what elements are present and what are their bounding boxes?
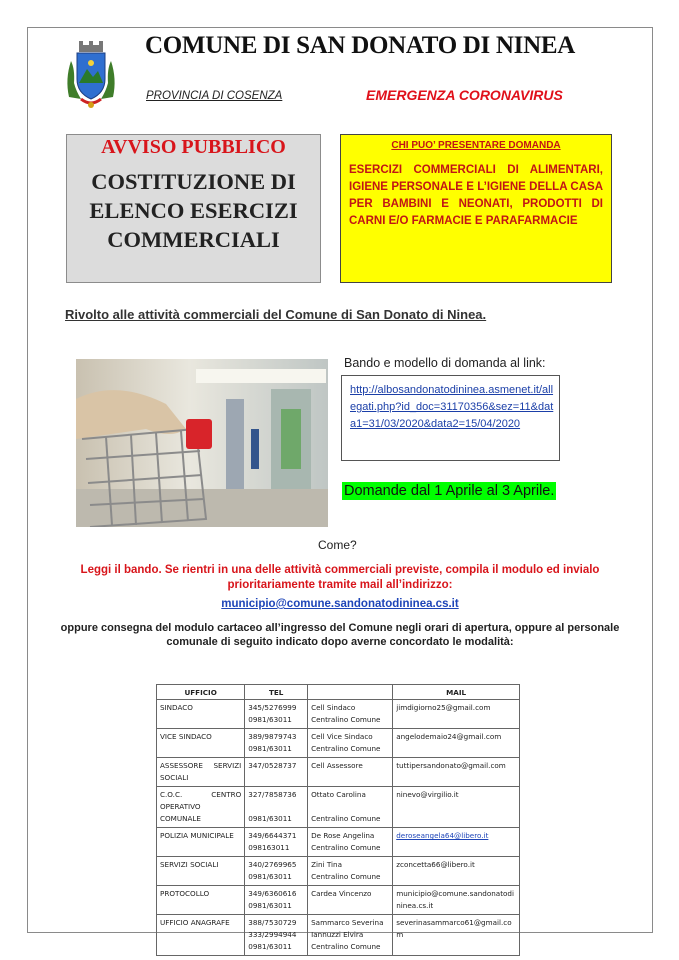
office-cell: SINDACO xyxy=(157,700,245,729)
office-cell: UFFICIO ANAGRAFE xyxy=(157,915,245,956)
tel-value: 0981/63011 xyxy=(248,872,292,881)
tel-value: 0981/63011 xyxy=(248,715,292,724)
table-row xyxy=(157,729,520,758)
office-cell: PROTOCOLLO xyxy=(157,886,245,915)
office-cell: C.O.C. CENTRO OPERATIVO COMUNALE xyxy=(157,787,245,828)
tel-value: 347/0528737 xyxy=(248,761,297,770)
mail-cell[interactable]: angelodemaio24@gmail.com xyxy=(393,729,520,758)
tel-value: 098163011 xyxy=(248,843,290,852)
notice-type: AVVISO PUBBLICO xyxy=(101,136,286,158)
application-dates: Domande dal 1 Aprile al 3 Aprile. xyxy=(344,483,555,499)
tel-value: 0981/63011 xyxy=(248,942,292,951)
mail-cell[interactable]: jimdigiorno25@gmail.com xyxy=(393,700,520,729)
instructions-text: Leggi il bando. Se rientri in una delle attività commerciali previste, compila il modulo ed invialo prioritariamente tramite mail all’indirizzo: xyxy=(80,564,600,591)
tel-value: 389/9879743 xyxy=(248,732,297,741)
tel-value: 0981/63011 xyxy=(248,744,292,753)
tel-value: 0981/63011 xyxy=(248,901,292,910)
tel-value: 345/5276999 xyxy=(248,703,297,712)
office-cell: ASSESSORE SERVIZI SOCIALI xyxy=(157,758,245,787)
tel-value: 333/2994944 xyxy=(248,930,297,939)
how-question: Come? xyxy=(318,538,357,552)
tel-value: 349/6360616 xyxy=(248,889,297,898)
audience-text: Rivolto alle attività commerciali del Comune di San Donato di Ninea. xyxy=(65,307,487,322)
contacts-table xyxy=(156,684,520,956)
table-row xyxy=(157,915,520,956)
contact-value: Centralino Comune xyxy=(311,872,381,881)
contact-value: Cell Assessore xyxy=(311,761,363,770)
mail-cell[interactable]: deroseangela64@libero.it xyxy=(393,828,520,857)
contact-value: Centralino Comune xyxy=(311,942,381,951)
table-row xyxy=(157,787,520,828)
municipal-crest-icon xyxy=(63,39,119,111)
mail-cell[interactable]: tuttipersandonato@gmail.com xyxy=(393,758,520,787)
office-cell: SERVIZI SOCIALI xyxy=(157,857,245,886)
municipio-email-link[interactable]: municipio@comune.sandonatodininea.cs.it xyxy=(221,598,459,610)
contact-value: Sammarco Severina xyxy=(311,918,384,927)
header-mail: MAIL xyxy=(393,685,520,700)
notice-heading: COSTITUZIONE DI ELENCO ESERCIZI COMMERCIALI xyxy=(89,169,298,252)
contact-value: Ottato Carolina xyxy=(311,790,366,799)
mail-cell[interactable]: severinasammarco61@gmail.com xyxy=(393,915,520,956)
province-label: PROVINCIA DI COSENZA xyxy=(146,90,283,102)
alternative-text: oppure consegna del modulo cartaceo all’ingresso del Comune negli orari di apertura, oppure al personale comunale di seguito indicato dopo averne concordato le modalità: xyxy=(60,622,620,648)
header-contact xyxy=(308,685,393,700)
mail-cell[interactable]: zconcetta66@libero.it xyxy=(393,857,520,886)
header-office: UFFICIO xyxy=(157,685,245,700)
office-cell: VICE SINDACO xyxy=(157,729,245,758)
table-row xyxy=(157,828,520,857)
header-tel: TEL xyxy=(245,685,308,700)
contact-value: Centralino Comune xyxy=(311,843,381,852)
office-cell: POLIZIA MUNICIPALE xyxy=(157,828,245,857)
tel-value: 340/2769965 xyxy=(248,860,297,869)
table-row xyxy=(157,700,520,729)
tel-value: 388/7530729 xyxy=(248,918,297,927)
table-header-row xyxy=(157,685,520,700)
page-title: COMUNE DI SAN DONATO DI NINEA xyxy=(145,32,575,59)
contact-value: Centralino Comune xyxy=(311,744,381,753)
link-box xyxy=(341,375,560,461)
contact-value: Cell Vice Sindaco xyxy=(311,732,373,741)
eligibility-box xyxy=(340,134,612,283)
mail-cell[interactable]: ninevo@virgilio.it xyxy=(393,787,520,828)
contact-value: Centralino Comune xyxy=(311,814,381,823)
tel-value: 349/6644371 xyxy=(248,831,297,840)
tel-value: 327/7858736 xyxy=(248,790,297,799)
table-row xyxy=(157,758,520,787)
eligibility-title: CHI PUO’ PRESENTARE DOMANDA xyxy=(391,140,561,151)
emergency-label: EMERGENZA CORONAVIRUS xyxy=(366,87,563,103)
notice-box xyxy=(66,134,321,283)
eligibility-text: ESERCIZI COMMERCIALI DI ALIMENTARI, IGIENE PERSONALE E L’IGIENE DELLA CASA PER BAMBINI E NEONATI, PRODOTTI DI CARNI E/O FARMACIE E PARAFARMACIE xyxy=(349,164,603,227)
tel-value: 0981/63011 xyxy=(248,814,292,823)
mail-cell[interactable]: municipio@comune.sandonatodininea.cs.it xyxy=(393,886,520,915)
contact-value: Zini Tina xyxy=(311,860,342,869)
contact-value: Cell Sindaco xyxy=(311,703,356,712)
contact-value: Centralino Comune xyxy=(311,715,381,724)
contact-value: De Rose Angelina xyxy=(311,831,375,840)
contact-value: Iannuzzi Elvira xyxy=(311,930,364,939)
link-label: Bando e modello di domanda al link: xyxy=(344,356,546,370)
table-row xyxy=(157,857,520,886)
table-row xyxy=(157,886,520,915)
contact-value: Cardea Vincenzo xyxy=(311,889,372,898)
bando-link[interactable]: http://albosandonatodininea.asmenet.it/allegati.php?id_doc=31170356&sez=11&data1=31/03/2020&data2=15/04/2020 xyxy=(350,384,554,430)
shopping-cart-photo xyxy=(76,359,328,527)
